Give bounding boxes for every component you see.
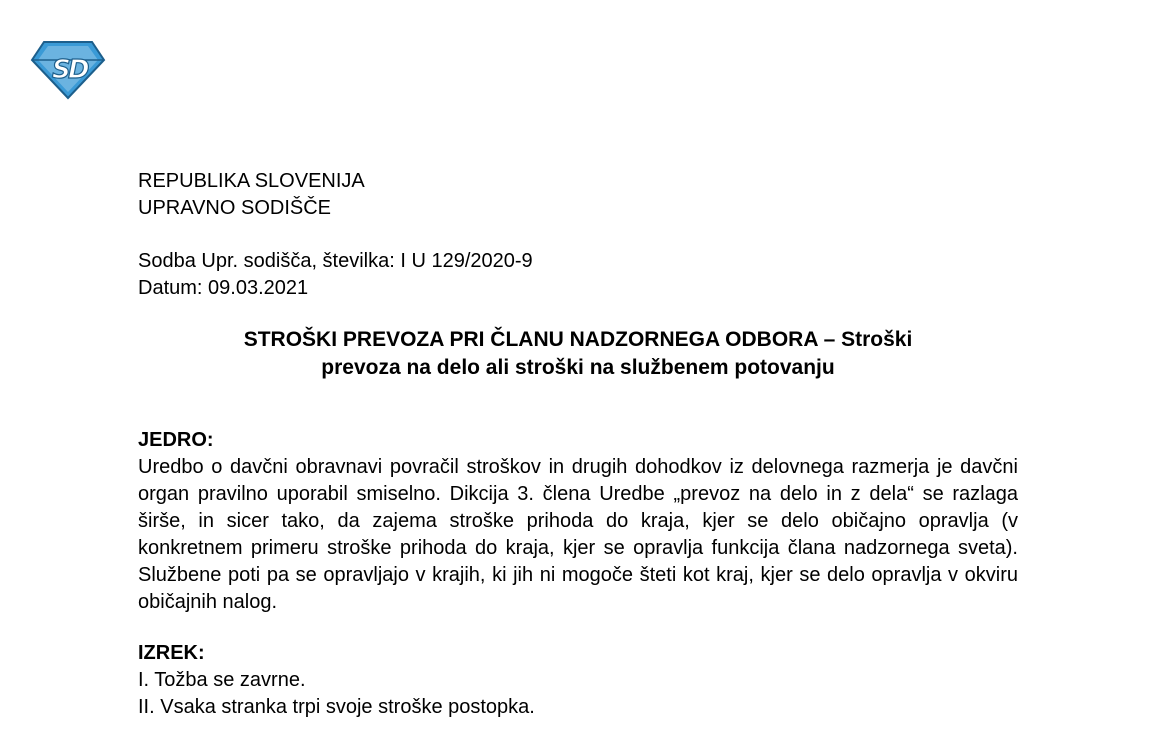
- title-line-1: STROŠKI PREVOZA PRI ČLANU NADZORNEGA ODBORA – Stroški: [243, 328, 913, 351]
- sd-diamond-logo-icon: [30, 40, 106, 100]
- izrek-item-2: II. Vsaka stranka trpi svoje stroške postopka.: [138, 696, 535, 718]
- svg-text:S: S: [52, 55, 71, 85]
- document-title: [138, 326, 1018, 382]
- jedro-text: Uredbo o davčni obravnavi povračil stroškov in drugih dohodkov iz delovnega razmerja je davčni organ pravilno uporabil smiselno. Dikcija 3. člena Uredbe „prevoz na delo in z dela“ se razlaga širše, in sicer tako, da zajema stroške prihoda do kraja, kjer se delo običajno opravlja (v konkretnem primeru stroške prihoda do kraja, kjer se opravlja funkcija člana nadzornega sveta). Službene poti pa se opravljajo v krajih, ki jih ni mogoče šteti kot kraj, kjer se delo opravlja v okviru običajnih nalog.: [138, 456, 1018, 613]
- document-body: [138, 168, 1018, 721]
- svg-text:D: D: [68, 55, 90, 85]
- ruling-date: Datum: 09.03.2021: [138, 277, 309, 299]
- title-line-2: prevoza na delo ali stroški na službenem potovanju: [321, 356, 835, 379]
- ruling-reference: Sodba Upr. sodišča, številka: I U 129/2020-9: [138, 250, 533, 272]
- court-logo: [30, 40, 106, 100]
- izrek-heading: IZREK:: [138, 642, 205, 664]
- court-name: UPRAVNO SODIŠČE: [138, 197, 331, 219]
- izrek-item-1: I. Tožba se zavrne.: [138, 669, 306, 691]
- court-country: REPUBLIKA SLOVENIJA: [138, 170, 365, 192]
- jedro-heading: JEDRO:: [138, 429, 214, 451]
